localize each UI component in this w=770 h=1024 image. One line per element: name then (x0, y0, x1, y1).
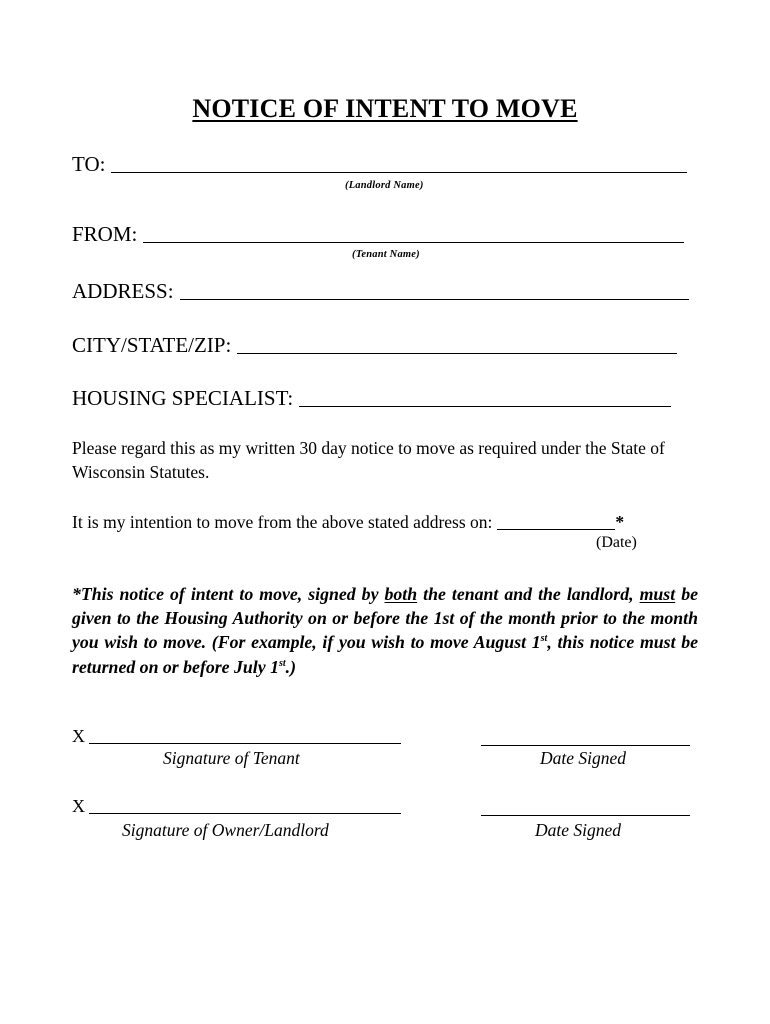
owner-signature-caption: Signature of Owner/Landlord (122, 820, 329, 840)
owner-date-signed-caption: Date Signed (535, 820, 622, 840)
move-date-field[interactable] (497, 511, 615, 530)
notice-text-5: .) (285, 656, 297, 677)
notice-text-4: , this notice must be returned on or before July 1 (72, 632, 698, 677)
notice-both-emphasis: both (384, 584, 418, 604)
intent-row (72, 510, 624, 534)
address-field[interactable] (180, 279, 689, 300)
tenant-signature-field[interactable] (89, 727, 401, 744)
city-state-zip-field[interactable] (237, 333, 677, 354)
owner-date-signed-field[interactable] (481, 814, 690, 816)
city-state-zip-label: CITY/STATE/ZIP: (72, 333, 232, 357)
tenant-date-signed-caption: Date Signed (540, 748, 627, 768)
notice-text-3: be given to the Housing Authority on or before the 1st of the month prior to the month you wish to move. (For example, if you wish to move August 1 (72, 584, 698, 653)
tenant-date-signed-field[interactable] (481, 744, 690, 746)
city-state-zip-row (72, 333, 677, 357)
from-label: FROM: (72, 222, 138, 246)
page-title: NOTICE OF INTENT TO MOVE (192, 94, 578, 123)
to-label: TO: (72, 152, 106, 176)
housing-specialist-field[interactable] (299, 386, 671, 407)
from-field-row (72, 222, 684, 246)
notice-paragraph: Please regard this as my written 30 day notice to move as required under the State of Wisconsin Statutes. (72, 438, 665, 482)
notice-must-emphasis: must (639, 584, 676, 604)
from-field[interactable] (143, 222, 684, 243)
owner-x-mark: X (72, 796, 85, 816)
landlord-name-caption: (Landlord Name) (345, 180, 424, 191)
to-field-row (72, 152, 687, 176)
tenant-signature-row (72, 726, 401, 747)
owner-signature-row (72, 796, 401, 817)
address-label: ADDRESS: (72, 279, 174, 303)
notice-superscript-2: st (278, 657, 286, 669)
notice-text-1: *This notice of intent to move, signed by (72, 584, 385, 604)
tenant-signature-caption: Signature of Tenant (163, 748, 300, 768)
housing-specialist-label: HOUSING SPECIALIST: (72, 386, 294, 410)
owner-signature-field[interactable] (89, 797, 401, 814)
housing-specialist-row (72, 386, 671, 410)
to-field[interactable] (111, 152, 687, 173)
address-field-row (72, 279, 689, 303)
notice-superscript-1: st (540, 633, 548, 645)
tenant-name-caption: (Tenant Name) (352, 249, 420, 260)
intent-asterisk: * (615, 512, 625, 532)
instructions-notice (72, 582, 698, 679)
date-caption: (Date) (596, 534, 637, 551)
intent-text: It is my intention to move from the above stated address on: (72, 512, 493, 532)
notice-text-2: the tenant and the landlord, (417, 584, 640, 604)
tenant-x-mark: X (72, 726, 85, 746)
